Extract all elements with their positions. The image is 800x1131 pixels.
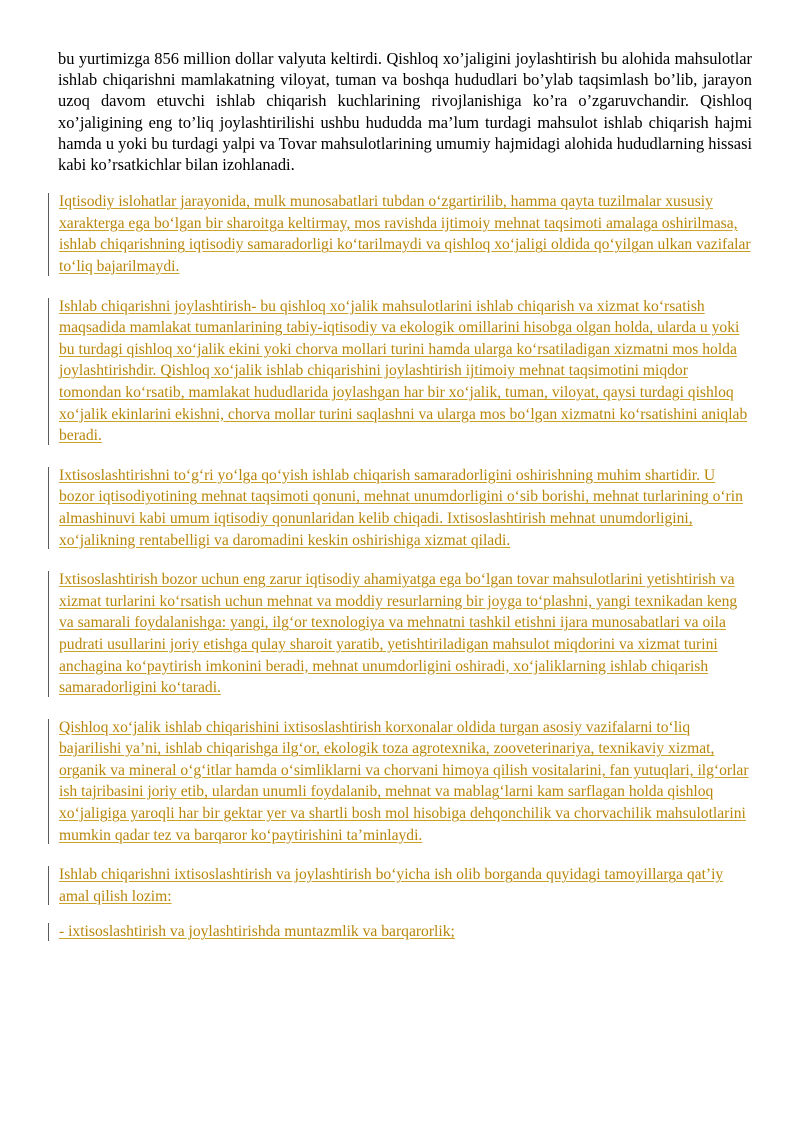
change-bar	[48, 193, 49, 275]
change-bar	[48, 923, 49, 941]
inserted-paragraph: Iqtisodiy islohatlar jarayonida, mulk munosabatlari tubdan oʻzgartirilib, hamma qayta tuzilmalar xususiy xarakterga ega boʻlgan bir sharoitga keltirmay, mos ravishda ijtimoiy mehnat taqsimoti amalaga oshirilmasa, ishlab chiqarishning iqtisodiy samaradorligi koʻtarilmaydi va qishloq xoʻjaligi oldida qoʻyilgan ulkan vazifalar toʻliq bajarilmaydi.	[59, 193, 751, 275]
inserted-paragraph: Ixtisoslashtirish bozor uchun eng zarur iqtisodiy ahamiyatga ega boʻlgan tovar mahsulotlarini yetishtirish va xizmat turlarini koʻrsatish uchun mehnat va moddiy resurlarning bir joyga toʻplashni, yangi texnikadan keng va samarali foydalanishga: yangi, ilgʻor texnologiya va mehnatni tashkil etishni ijara munosabatlari va oila pudrati usullarini joriy etishga qulay sharoit yaratib, yetishtiriladigan mahsulot miqdorini va xizmat turini anchagina koʻpaytirish imkonini beradi, mehnat unumdorligini oshiradi, xoʻjaliklarning ishlab chiqarish samaradorligini koʻtaradi.	[59, 571, 738, 697]
tracked-change-block	[58, 717, 752, 847]
tracked-change-block	[58, 191, 752, 277]
tracked-change-block	[58, 921, 752, 943]
inserted-paragraph: Ixtisoslashtirishni toʻgʻri yoʻlga qoʻyish ishlab chiqarish samaradorligini oshirishning muhim shartidir. U bozor iqtisodiyotining mehnat taqsimoti qonuni, mehnat unumdorligini oʻsib borishi, mehnat turlarining oʻrin almashinuvi kabi umum iqtisodiy qonunlaridan kelib chiqadi. Ixtisoslashtirish mehnat unumdorligini, xoʻjalikning rentabelligi va daromadini keskin oshirishiga xizmat qiladi.	[59, 466, 743, 549]
change-bar	[48, 719, 49, 845]
change-bar	[48, 467, 49, 549]
tracked-change-block	[58, 296, 752, 447]
inserted-paragraph: Ishlab chiqarishni ixtisoslashtirish va joylashtirish boʻyicha ish olib borganda quyidagi tamoyillarga qatʼiy amal qilish lozim:	[59, 866, 724, 905]
tracked-change-block	[58, 465, 752, 551]
change-bar	[48, 866, 49, 905]
change-bar	[48, 571, 49, 697]
tracked-change-block	[58, 864, 752, 907]
tracked-change-block	[58, 569, 752, 699]
inserted-paragraph: Ishlab chiqarishni joylashtirish- bu qishloq xoʻjalik mahsulotlarini ishlab chiqarish va xizmat koʻrsatish maqsadida mamlakat tumanlarining tabiy-iqtisodiy va ekologik omillarini hisobga olgan holda, ularda u yoki bu turdagi qishloq xoʻjalik ekini yoki chorva mollari turini hamda ularga koʻrsatiladigan xizmatni mos holda joylashtirishdir. Qishloq xoʻjalik ishlab chiqarishini joylashtirish ijtimoiy mehnat taqsimotini miqdor tomondan koʻrsatib, mamlakat hududlarida joylashgan har bir xoʻjalik, tuman, viloyat, qaysi turdagi qishloq xoʻjalik ekinlarini ekishni, chorva mollar turini saqlashni va ularga mos boʻlgan xizmatni koʻrsatishini aniqlab beradi.	[59, 297, 748, 445]
intro-paragraph: bu yurtimizga 856 million dollar valyuta keltirdi. Qishloq xo’jaligini joylashtirish bu alohida mahsulotlar ishlab chiqarishni mamlakatning viloyat, tuman va boshqa hududlari bo’ylab taqsimlash bo’lib, jarayon uzoq davom etuvchi ishlab chiqarish kuchlarining rivojlanishiga ko’ra o’zgaruvchandir. Qishloq xo’jaligining eng to’liq joylashtirilishi ushbu hududda ma’lum turdagi mahsulot ishlab chiqarish hajmi hamda u yoki bu turdagi yalpi va Tovar mahsulotlarining umumiy hajmidagi alohida hududlarning hissasi kabi ko’rsatkichlar bilan izohlanadi.	[58, 49, 752, 175]
inserted-paragraph: Qishloq xoʻjalik ishlab chiqarishini ixtisoslashtirish korxonalar oldida turgan asosiy vazifalarni toʻliq bajarilishi yaʼni, ishlab chiqarishga ilgʻor, ekologik toza agrotexnika, zooveterinariya, texnikaviy xizmat, organik va mineral oʻgʻitlar hamda oʻsimliklarni va chorvani himoya qilish vositalarini, fan yutuqlari, ilgʻorlar ish tajribasini joriy etib, ulardan unumli foydalanib, mehnat va mablagʻlarni kam sarflagan holda qishloq xoʻjaligiga yaroqli har bir gektar yer va shartli bosh mol hisobiga dehqonchilik va chorvachilik mahsulotlarini mumkin qadar tez va barqaror koʻpaytirishini taʼminlaydi.	[59, 718, 749, 844]
document-page	[58, 48, 752, 961]
change-bar	[48, 298, 49, 445]
inserted-list-item: - ixtisoslashtirish va joylashtirishda muntazmlik va barqarorlik;	[59, 923, 455, 941]
